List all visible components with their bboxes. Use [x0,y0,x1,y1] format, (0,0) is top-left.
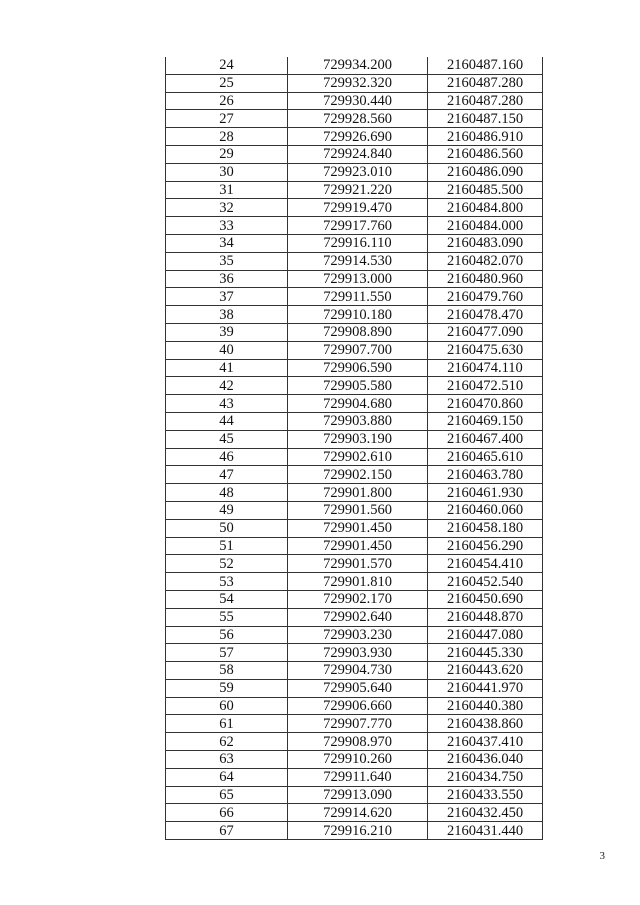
x-coordinate-cell: 729916.110 [288,234,428,252]
table-row [166,697,543,715]
x-coordinate-cell: 729901.810 [288,573,428,591]
x-coordinate-cell: 729907.700 [288,341,428,359]
point-number-cell: 62 [166,733,288,751]
x-coordinate-cell: 729902.640 [288,608,428,626]
y-coordinate-cell: 2160437.410 [428,733,543,751]
y-coordinate-cell: 2160479.760 [428,288,543,306]
table-row [166,217,543,235]
x-coordinate-cell: 729901.800 [288,484,428,502]
x-coordinate-cell: 729911.640 [288,768,428,786]
point-number-cell: 50 [166,519,288,537]
y-coordinate-cell: 2160450.690 [428,590,543,608]
x-coordinate-cell: 729907.770 [288,715,428,733]
point-number-cell: 66 [166,804,288,822]
x-coordinate-cell: 729934.200 [288,57,428,74]
y-coordinate-cell: 2160460.060 [428,501,543,519]
y-coordinate-cell: 2160434.750 [428,768,543,786]
table-row [166,395,543,413]
y-coordinate-cell: 2160487.160 [428,57,543,74]
point-number-cell: 54 [166,590,288,608]
point-number-cell: 44 [166,412,288,430]
x-coordinate-cell: 729926.690 [288,128,428,146]
x-coordinate-cell: 729910.260 [288,751,428,769]
y-coordinate-cell: 2160461.930 [428,484,543,502]
x-coordinate-cell: 729901.570 [288,555,428,573]
point-number-cell: 28 [166,128,288,146]
point-number-cell: 46 [166,448,288,466]
table-row [166,199,543,217]
y-coordinate-cell: 2160487.280 [428,74,543,92]
x-coordinate-cell: 729921.220 [288,181,428,199]
table-row [166,448,543,466]
y-coordinate-cell: 2160484.000 [428,217,543,235]
x-coordinate-cell: 729905.640 [288,679,428,697]
y-coordinate-cell: 2160483.090 [428,234,543,252]
coordinates-table [165,57,543,840]
y-coordinate-cell: 2160484.800 [428,199,543,217]
point-number-cell: 51 [166,537,288,555]
x-coordinate-cell: 729917.760 [288,217,428,235]
table-row [166,377,543,395]
x-coordinate-cell: 729913.000 [288,270,428,288]
point-number-cell: 48 [166,484,288,502]
table-row [166,768,543,786]
point-number-cell: 65 [166,786,288,804]
table-row [166,644,543,662]
table-row [166,484,543,502]
point-number-cell: 25 [166,74,288,92]
table-row [166,715,543,733]
y-coordinate-cell: 2160485.500 [428,181,543,199]
y-coordinate-cell: 2160469.150 [428,412,543,430]
x-coordinate-cell: 729910.180 [288,306,428,324]
table-row [166,733,543,751]
point-number-cell: 60 [166,697,288,715]
x-coordinate-cell: 729905.580 [288,377,428,395]
table-row [166,163,543,181]
x-coordinate-cell: 729903.930 [288,644,428,662]
table-row [166,519,543,537]
point-number-cell: 61 [166,715,288,733]
point-number-cell: 63 [166,751,288,769]
x-coordinate-cell: 729930.440 [288,92,428,110]
point-number-cell: 59 [166,679,288,697]
x-coordinate-cell: 729902.170 [288,590,428,608]
y-coordinate-cell: 2160443.620 [428,662,543,680]
point-number-cell: 40 [166,341,288,359]
x-coordinate-cell: 729923.010 [288,163,428,181]
y-coordinate-cell: 2160447.080 [428,626,543,644]
table-row [166,270,543,288]
y-coordinate-cell: 2160458.180 [428,519,543,537]
x-coordinate-cell: 729906.590 [288,359,428,377]
table-row [166,110,543,128]
point-number-cell: 67 [166,822,288,840]
point-number-cell: 35 [166,252,288,270]
table-row [166,341,543,359]
coordinates-table-body [166,57,543,840]
point-number-cell: 24 [166,57,288,74]
table-row [166,323,543,341]
y-coordinate-cell: 2160441.970 [428,679,543,697]
x-coordinate-cell: 729903.190 [288,430,428,448]
table-row [166,234,543,252]
y-coordinate-cell: 2160438.860 [428,715,543,733]
x-coordinate-cell: 729916.210 [288,822,428,840]
table-row [166,679,543,697]
point-number-cell: 57 [166,644,288,662]
y-coordinate-cell: 2160486.560 [428,145,543,163]
table-row [166,786,543,804]
table-row [166,590,543,608]
y-coordinate-cell: 2160440.380 [428,697,543,715]
x-coordinate-cell: 729928.560 [288,110,428,128]
table-row [166,57,543,74]
y-coordinate-cell: 2160487.280 [428,92,543,110]
x-coordinate-cell: 729911.550 [288,288,428,306]
y-coordinate-cell: 2160452.540 [428,573,543,591]
table-row [166,608,543,626]
x-coordinate-cell: 729902.610 [288,448,428,466]
table-row [166,537,543,555]
x-coordinate-cell: 729932.320 [288,74,428,92]
table-row [166,804,543,822]
point-number-cell: 53 [166,573,288,591]
x-coordinate-cell: 729902.150 [288,466,428,484]
table-row [166,252,543,270]
y-coordinate-cell: 2160436.040 [428,751,543,769]
point-number-cell: 29 [166,145,288,163]
point-number-cell: 39 [166,323,288,341]
table-row [166,412,543,430]
point-number-cell: 42 [166,377,288,395]
point-number-cell: 45 [166,430,288,448]
x-coordinate-cell: 729914.620 [288,804,428,822]
point-number-cell: 55 [166,608,288,626]
point-number-cell: 37 [166,288,288,306]
x-coordinate-cell: 729903.880 [288,412,428,430]
y-coordinate-cell: 2160433.550 [428,786,543,804]
table-row [166,306,543,324]
point-number-cell: 30 [166,163,288,181]
table-row [166,555,543,573]
x-coordinate-cell: 729901.560 [288,501,428,519]
y-coordinate-cell: 2160448.870 [428,608,543,626]
table-row [166,751,543,769]
y-coordinate-cell: 2160478.470 [428,306,543,324]
y-coordinate-cell: 2160487.150 [428,110,543,128]
point-number-cell: 31 [166,181,288,199]
table-row [166,662,543,680]
table-row [166,430,543,448]
point-number-cell: 56 [166,626,288,644]
y-coordinate-cell: 2160470.860 [428,395,543,413]
x-coordinate-cell: 729904.680 [288,395,428,413]
x-coordinate-cell: 729901.450 [288,537,428,555]
y-coordinate-cell: 2160486.090 [428,163,543,181]
y-coordinate-cell: 2160456.290 [428,537,543,555]
table-row [166,181,543,199]
table-row [166,74,543,92]
point-number-cell: 47 [166,466,288,484]
point-number-cell: 43 [166,395,288,413]
table-row [166,145,543,163]
x-coordinate-cell: 729919.470 [288,199,428,217]
table-row [166,466,543,484]
x-coordinate-cell: 729908.890 [288,323,428,341]
point-number-cell: 36 [166,270,288,288]
x-coordinate-cell: 729906.660 [288,697,428,715]
y-coordinate-cell: 2160482.070 [428,252,543,270]
x-coordinate-cell: 729914.530 [288,252,428,270]
x-coordinate-cell: 729904.730 [288,662,428,680]
y-coordinate-cell: 2160472.510 [428,377,543,395]
point-number-cell: 34 [166,234,288,252]
point-number-cell: 32 [166,199,288,217]
point-number-cell: 49 [166,501,288,519]
point-number-cell: 41 [166,359,288,377]
y-coordinate-cell: 2160445.330 [428,644,543,662]
y-coordinate-cell: 2160480.960 [428,270,543,288]
y-coordinate-cell: 2160431.440 [428,822,543,840]
table-row [166,359,543,377]
table-row [166,92,543,110]
table-row [166,128,543,146]
page-number: 3 [599,850,605,862]
table-row [166,501,543,519]
table-row [166,288,543,306]
y-coordinate-cell: 2160477.090 [428,323,543,341]
y-coordinate-cell: 2160467.400 [428,430,543,448]
y-coordinate-cell: 2160454.410 [428,555,543,573]
point-number-cell: 38 [166,306,288,324]
point-number-cell: 64 [166,768,288,786]
point-number-cell: 26 [166,92,288,110]
x-coordinate-cell: 729913.090 [288,786,428,804]
y-coordinate-cell: 2160432.450 [428,804,543,822]
table-row [166,573,543,591]
point-number-cell: 27 [166,110,288,128]
x-coordinate-cell: 729908.970 [288,733,428,751]
point-number-cell: 33 [166,217,288,235]
y-coordinate-cell: 2160463.780 [428,466,543,484]
x-coordinate-cell: 729903.230 [288,626,428,644]
y-coordinate-cell: 2160465.610 [428,448,543,466]
point-number-cell: 52 [166,555,288,573]
table-row [166,626,543,644]
x-coordinate-cell: 729901.450 [288,519,428,537]
y-coordinate-cell: 2160486.910 [428,128,543,146]
table-row [166,822,543,840]
y-coordinate-cell: 2160474.110 [428,359,543,377]
x-coordinate-cell: 729924.840 [288,145,428,163]
y-coordinate-cell: 2160475.630 [428,341,543,359]
point-number-cell: 58 [166,662,288,680]
